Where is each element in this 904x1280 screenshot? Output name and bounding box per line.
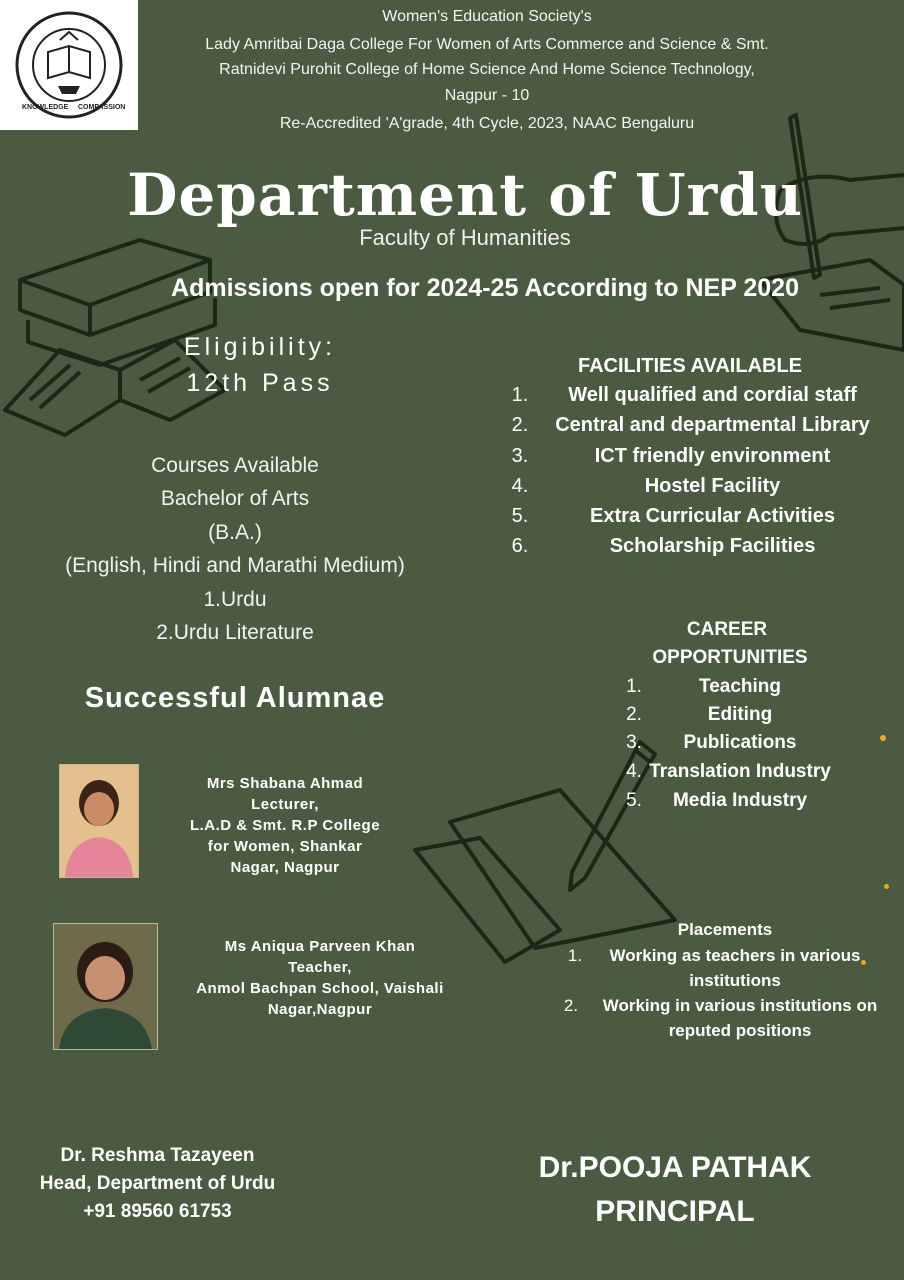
placement-label: reputed positions (668, 1021, 812, 1040)
list-number: 6. (511, 535, 529, 557)
career-item (610, 787, 850, 815)
decorative-dot (884, 884, 889, 889)
hod-title: Head, Department of Urdu (39, 1173, 276, 1194)
list-number: 4. (511, 475, 529, 497)
alumna-workplace: for Women, Shankar (207, 838, 363, 855)
college-logo (0, 0, 138, 130)
college-name-line2: Ratnidevi Purohit College of Home Science And Home Science Technology, (219, 61, 755, 78)
principal-name: Dr.POOJA PATHAK (538, 1151, 812, 1184)
course-degree: Bachelor of Arts (160, 487, 310, 510)
courses-heading: Courses Available (151, 454, 319, 477)
alumna-workplace: Anmol Bachpan School, Vaishali (196, 980, 444, 997)
facility-label: Central and departmental Library (555, 414, 870, 436)
facility-label: Scholarship Facilities (609, 535, 816, 557)
career-item (610, 701, 850, 729)
alumna-photo (59, 764, 139, 878)
hand-writing-illustration (760, 110, 904, 360)
hod-phone: +91 89560 61753 (83, 1201, 232, 1222)
college-name-line1: Lady Amritbai Daga College For Women of Arts Commerce and Science & Smt. (205, 36, 769, 53)
facility-item (500, 380, 900, 410)
placement-item (556, 993, 890, 1043)
list-number: 4. (626, 761, 642, 782)
decorative-dot (880, 735, 886, 741)
course-abbr: (B.A.) (208, 521, 262, 544)
course-item: 2.Urdu Literature (156, 621, 314, 644)
career-item (610, 673, 850, 701)
alumna-name: Mrs Shabana Ahmad (206, 775, 364, 792)
list-number: 1. (567, 946, 583, 965)
placements-heading: Placements (677, 920, 773, 939)
logo-motto-left: KNOWLEDGE (22, 104, 69, 111)
list-number: 2. (563, 996, 579, 1015)
course-medium: (English, Hindi and Marathi Medium) (65, 554, 405, 577)
list-number: 5. (511, 505, 529, 527)
facility-item (500, 471, 900, 501)
alumna-designation: Teacher, (288, 959, 352, 976)
society-name: Women's Education Society's (382, 8, 592, 25)
career-heading: OPPORTUNITIES (652, 647, 808, 668)
faculty-name: Faculty of Humanities (359, 225, 571, 250)
admissions-banner: Admissions open for 2024-25 According to NEP 2020 (171, 274, 799, 302)
alumnae-heading: Successful Alumnae (84, 682, 386, 714)
facility-label: Hostel Facility (644, 475, 781, 497)
career-label: Teaching (699, 676, 781, 697)
career-label: Translation Industry (649, 761, 831, 782)
alumna-designation: Lecturer, (251, 796, 319, 813)
course-item: 1.Urdu (203, 588, 267, 611)
facility-item (500, 501, 900, 531)
facilities-heading: FACILITIES AVAILABLE (577, 355, 803, 377)
career-label: Editing (707, 704, 773, 725)
principal-title: PRINCIPAL (595, 1195, 755, 1228)
accreditation-text: Re-Accredited 'A'grade, 4th Cycle, 2023, NAAC Bengaluru (279, 115, 695, 132)
logo-motto-right: COMPASSION (78, 104, 126, 111)
alumna-name: Ms Aniqua Parveen Khan (224, 938, 416, 955)
placement-label: Working as teachers in various (609, 946, 861, 965)
alumna-1-details (160, 773, 410, 878)
alumna-2-details (190, 936, 450, 1020)
list-number: 1. (511, 384, 529, 406)
list-number: 3. (626, 732, 642, 753)
facility-label: Well qualified and cordial staff (568, 384, 857, 406)
person-photo-icon (54, 924, 157, 1049)
eligibility-value: 12th Pass (186, 369, 334, 397)
career-item (610, 758, 850, 786)
placement-label: Working in various institutions on (602, 996, 878, 1015)
facility-item (500, 441, 900, 471)
career-heading: CAREER (686, 619, 768, 640)
facility-label: Extra Curricular Activities (590, 505, 835, 527)
department-title: Department of Urdu (127, 161, 803, 229)
facility-label: ICT friendly environment (594, 445, 831, 467)
alumna-photo (53, 923, 158, 1050)
hod-name: Dr. Reshma Tazayeen (60, 1145, 255, 1166)
list-number: 3. (511, 445, 529, 467)
career-label: Media Industry (672, 790, 808, 811)
alumna-workplace: Nagar,Nagpur (267, 1001, 373, 1018)
facility-item (500, 531, 900, 561)
person-photo-icon (60, 765, 138, 877)
list-number: 5. (626, 790, 642, 811)
career-item (610, 729, 850, 757)
eligibility-label: Eligibility: (183, 333, 337, 361)
placement-item (560, 943, 890, 993)
list-number: 1. (626, 676, 642, 697)
placement-label: institutions (689, 971, 781, 990)
college-city: Nagpur - 10 (444, 87, 530, 104)
facility-item (500, 410, 900, 440)
list-number: 2. (511, 414, 529, 436)
list-number: 2. (626, 704, 642, 725)
alumna-workplace: Nagar, Nagpur (230, 859, 340, 876)
alumna-workplace: L.A.D & Smt. R.P College (189, 817, 381, 834)
career-label: Publications (683, 732, 797, 753)
